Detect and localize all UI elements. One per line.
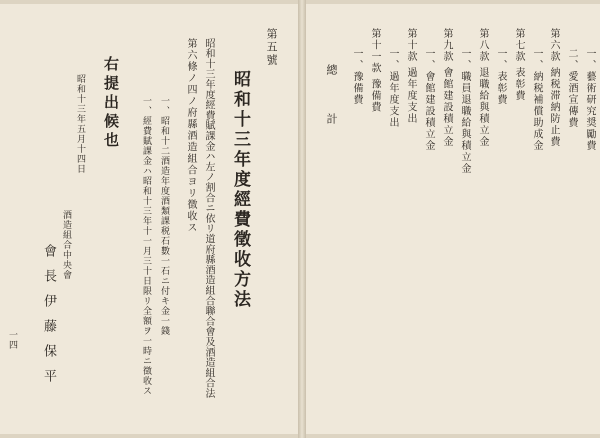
budget-item: 一、會館建設積立金	[423, 48, 434, 152]
budget-item: 第七款 表彰費	[513, 28, 524, 102]
issue-number: 第五號	[265, 28, 278, 67]
paragraph-2: 第六條ノ四ノ府縣酒造組合ヨリ徴收ス	[185, 38, 196, 234]
total-label: 總計	[325, 64, 338, 162]
collection-item-2: 一、經費賦課金ハ昭和十三年十一月三十日限リ全額ヲ一時ニ徴收ス	[141, 96, 151, 396]
budget-item: 一、納税補償助成金	[531, 48, 542, 152]
right-page	[301, 4, 600, 434]
book-gutter	[298, 0, 306, 438]
organization-name: 酒造組合中央會	[61, 210, 71, 280]
closing-statement: 右提出候也	[102, 56, 120, 151]
president-signature: 會長伊藤保平	[41, 244, 56, 394]
submission-date: 昭和十三年五月十四日	[75, 74, 85, 174]
budget-item: 一、過年度支出	[387, 48, 398, 129]
budget-item: 二、愛酒宣傳費	[566, 48, 577, 129]
left-page	[0, 4, 301, 434]
page-number: 一四	[7, 330, 17, 350]
budget-item: 第六款 納税滞納防止費	[548, 28, 559, 148]
budget-item: 第九款 會館建設積立金	[441, 28, 452, 148]
budget-item: 一、藝術研究奨勵費	[584, 48, 595, 152]
document-title: 昭和十三年度經費徵收方法	[230, 70, 250, 310]
budget-item: 一、豫備費	[351, 48, 362, 106]
budget-item: 第十款 過年度支出	[405, 28, 416, 125]
budget-item: 一、職員退職給與積立金	[459, 48, 470, 175]
budget-item: 第十一款 豫備費	[369, 28, 380, 114]
paragraph-1: 昭和十三年度經費賦課金ハ左ノ割合ニ依リ道府縣酒造組合聯合會及酒造組合法	[203, 38, 214, 399]
collection-item-1: 一、昭和十二酒造年度酒類課税石數一石ニ付キ金一錢	[159, 96, 169, 336]
budget-item: 第八款 退職給與積立金	[477, 28, 488, 148]
budget-item: 一、表彰費	[495, 48, 506, 106]
